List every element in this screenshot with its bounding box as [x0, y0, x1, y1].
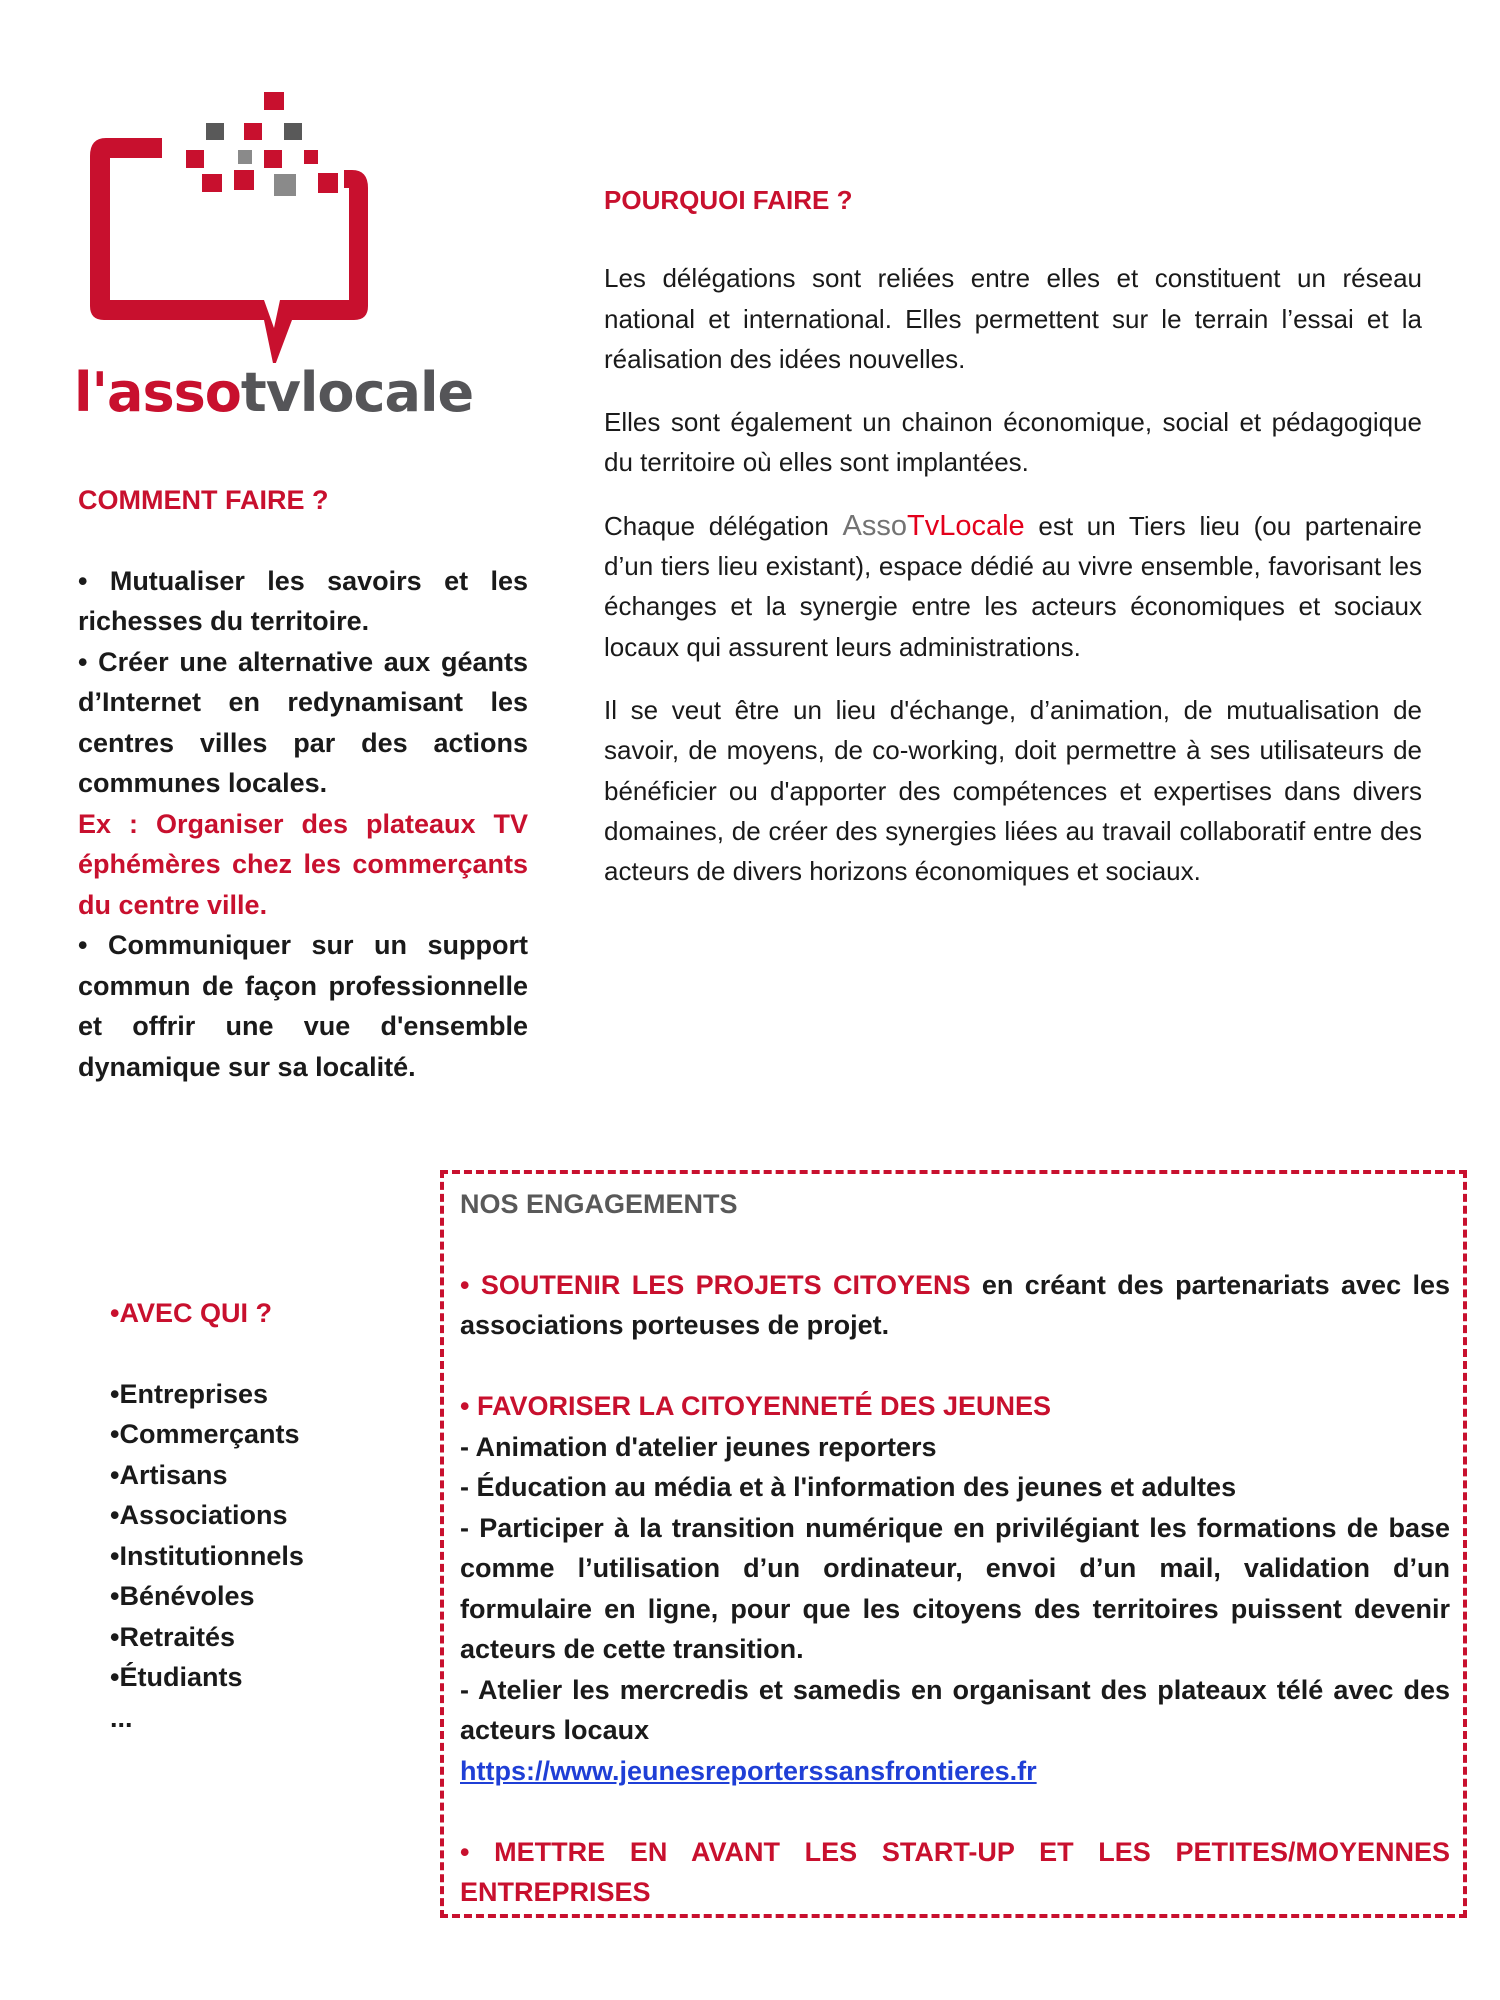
pourquoi-faire-section — [604, 180, 1422, 914]
list-item: ... — [110, 1702, 133, 1733]
list-item: •Associations — [110, 1500, 288, 1530]
para3-before: Chaque délégation — [604, 510, 843, 541]
engagement-2-line-3: - Participer à la transition numérique en privilégiant les formations de base comme l’utilisation d’un ordinateur, envoi d’un mail, validation d’un formulaire en ligne, pour que les citoyens des territoires puissent devenir acteurs de cette transition. — [460, 1512, 1450, 1664]
inline-brand-name — [843, 510, 1025, 542]
pourquoi-faire-paragraph-1: Les délégations sont reliées entre elles et constituent un réseau national et international. Elles permettent sur le terrain l’essai et la réalisation des idées nouvelles. — [604, 263, 1422, 374]
para3-after: est un Tiers lieu (ou partenaire d’un tiers lieu existant), espace dédié au vivre ensemble, favorisant les échanges et la synergie entre les acteurs économiques et sociaux locaux qui assurent leurs administrations. — [604, 510, 1422, 662]
pourquoi-faire-paragraph-4: Il se veut être un lieu d'échange, d’animation, de mutualisation de savoir, de moyens, de co-working, doit permettre à ses utilisateurs de bénéficier ou d'apporter des compétences et expertises dans divers domaines, de créer des synergies liées au travail collaboratif entre des acteurs de divers horizons économiques et sociaux. — [604, 694, 1422, 887]
speech-bubble-logo-icon — [74, 88, 414, 363]
pourquoi-faire-paragraph-3 — [604, 506, 1422, 667]
list-item: •Étudiants — [110, 1662, 243, 1692]
engagement-2-line-1: - Animation d'atelier jeunes reporters — [460, 1431, 937, 1462]
engagements-heading: NOS ENGAGEMENTS — [460, 1189, 738, 1219]
engagement-1-text: en créant des partenariats avec les associations porteuses de projet. — [460, 1269, 1450, 1340]
engagement-3-title: • METTRE EN AVANT LES START-UP ET LES PETITES/MOYENNES ENTREPRISES — [460, 1836, 1450, 1907]
brand-gray: Asso — [842, 509, 907, 542]
engagement-2-title: • FAVORISER LA CITOYENNETÉ DES JEUNES — [460, 1391, 1052, 1421]
avec-qui-list — [110, 1374, 410, 1739]
logo-text-part1: l'asso — [74, 361, 241, 424]
engagement-2-line-4: - Atelier les mercredis et samedis en organisant des plateaux télé avec des acteurs locaux — [460, 1674, 1450, 1745]
comment-faire-bullet-3: • Communiquer sur un support commun de façon professionnelle et offrir une vue d'ensemble dynamique sur sa localité. — [78, 930, 528, 1082]
jeunes-reporters-link[interactable]: https://www.jeunesreporterssansfrontieres.fr — [460, 1755, 1037, 1786]
comment-faire-heading: COMMENT FAIRE ? — [78, 485, 329, 515]
comment-faire-bullet-2: • Créer une alternative aux géants d’Internet en redynamisant les centres villes par des actions communes locales. — [78, 646, 528, 798]
engagements-content — [460, 1184, 1450, 1913]
comment-faire-example: Ex : Organiser des plateaux TV éphémères chez les commerçants du centre ville. — [78, 808, 528, 920]
brand-red: TvLocale — [906, 509, 1025, 542]
logo — [74, 88, 474, 433]
list-item: •Institutionnels — [110, 1540, 304, 1571]
engagement-1 — [460, 1265, 1450, 1346]
engagement-1-title: • SOUTENIR LES PROJETS CITOYENS — [460, 1269, 971, 1300]
list-item: •Artisans — [110, 1459, 228, 1490]
comment-faire-section — [78, 480, 528, 1087]
avec-qui-section — [110, 1293, 410, 1738]
engagements-box — [440, 1170, 1467, 1918]
pourquoi-faire-paragraph-2: Elles sont également un chainon économique, social et pédagogique du territoire où elles sont implantées. — [604, 407, 1422, 478]
engagement-2-line-2: - Éducation au média et à l'information des jeunes et adultes — [460, 1472, 1237, 1502]
logo-text-part2: tvlocale — [240, 361, 474, 424]
pourquoi-faire-heading: POURQUOI FAIRE ? — [604, 185, 853, 215]
list-item: •Bénévoles — [110, 1581, 255, 1611]
list-item: •Retraités — [110, 1621, 236, 1652]
comment-faire-bullet-1: • Mutualiser les savoirs et les richesses du territoire. — [78, 565, 528, 636]
list-item: •Entreprises — [110, 1378, 269, 1409]
list-item: •Commerçants — [110, 1419, 300, 1449]
avec-qui-heading: •AVEC QUI ? — [110, 1298, 272, 1328]
logo-wordmark — [74, 361, 474, 424]
